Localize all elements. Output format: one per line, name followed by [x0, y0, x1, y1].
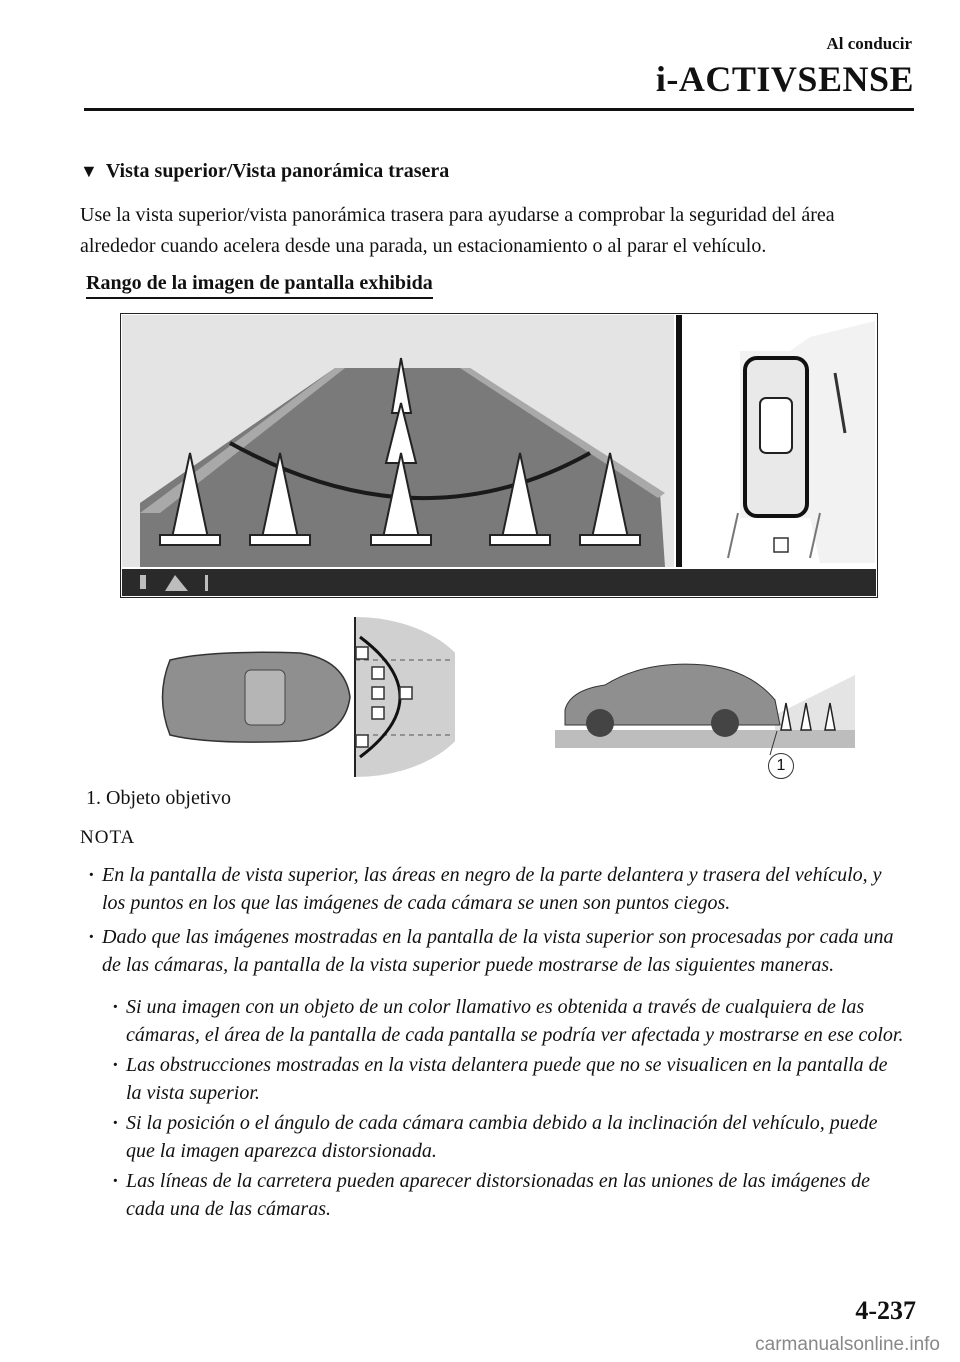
camera-marker-icon: [774, 538, 788, 552]
watermark: carmanualsonline.info: [755, 1334, 940, 1355]
car-overhead-figure: [150, 615, 455, 780]
nota-list: [88, 861, 908, 1229]
nota-item: · En la pantalla de vista superior, las áreas en negro de la parte delantera y trasera del vehículo, y los puntos en los que las imágenes de cada cámara se unen son puntos ciegos.: [88, 861, 908, 917]
divider-bar: [676, 315, 682, 567]
triangle-down-icon: ▼: [80, 161, 98, 181]
intro-paragraph: Use la vista superior/vista panorámica trasera para ayudarse a comprobar la seguridad del área alrededor cuando acelera desde una parada, un estacionamiento o al parar el vehículo.: [80, 204, 835, 257]
section-title: [80, 160, 449, 183]
nota-subitem: · Si la posición o el ángulo de cada cámara cambia debido a la inclinación del vehículo, puede que la imagen aparezca distorsionada.: [112, 1109, 908, 1165]
nota-sublist: [112, 993, 908, 1223]
nota-subitem: · Si una imagen con un objeto de un color llamativo es obtenida a través de cualquiera de las cámaras, el área de la pantalla de cada pantalla se podría ver afectada y mostrarse en ese color.: [112, 993, 908, 1049]
header-rule: [84, 108, 914, 111]
status-bar: [122, 569, 876, 596]
car-side-figure: [555, 655, 855, 775]
callout-number: 1: [768, 753, 794, 779]
figure-legend: 1. Objeto objetivo: [86, 787, 231, 809]
nota-label: NOTA: [80, 827, 136, 848]
header-chapter: Al conducir: [826, 34, 912, 53]
nota-item: [88, 923, 908, 1223]
header-section: i-ACTIVSENSE: [655, 59, 914, 99]
screen-display-figure: [120, 313, 878, 598]
nota-item-text: Dado que las imágenes mostradas en la pantalla de la vista superior son procesadas por cada una de las cámaras, la pantalla de la vista superior puede mostrarse de las siguientes maneras.: [102, 926, 894, 976]
nota-subitem: · Las obstrucciones mostradas en la vista delantera puede que no se visualicen en la pantalla de la vista superior.: [112, 1051, 908, 1107]
section-title-text: Vista superior/Vista panorámica trasera: [105, 160, 450, 182]
nota-subitem: · Las líneas de la carretera pueden aparecer distorsionadas en las uniones de las imágenes de cada una de las cámaras.: [112, 1167, 908, 1223]
page-number: 4-237: [855, 1296, 916, 1325]
subheading: Rango de la imagen de pantalla exhibida: [86, 272, 433, 299]
